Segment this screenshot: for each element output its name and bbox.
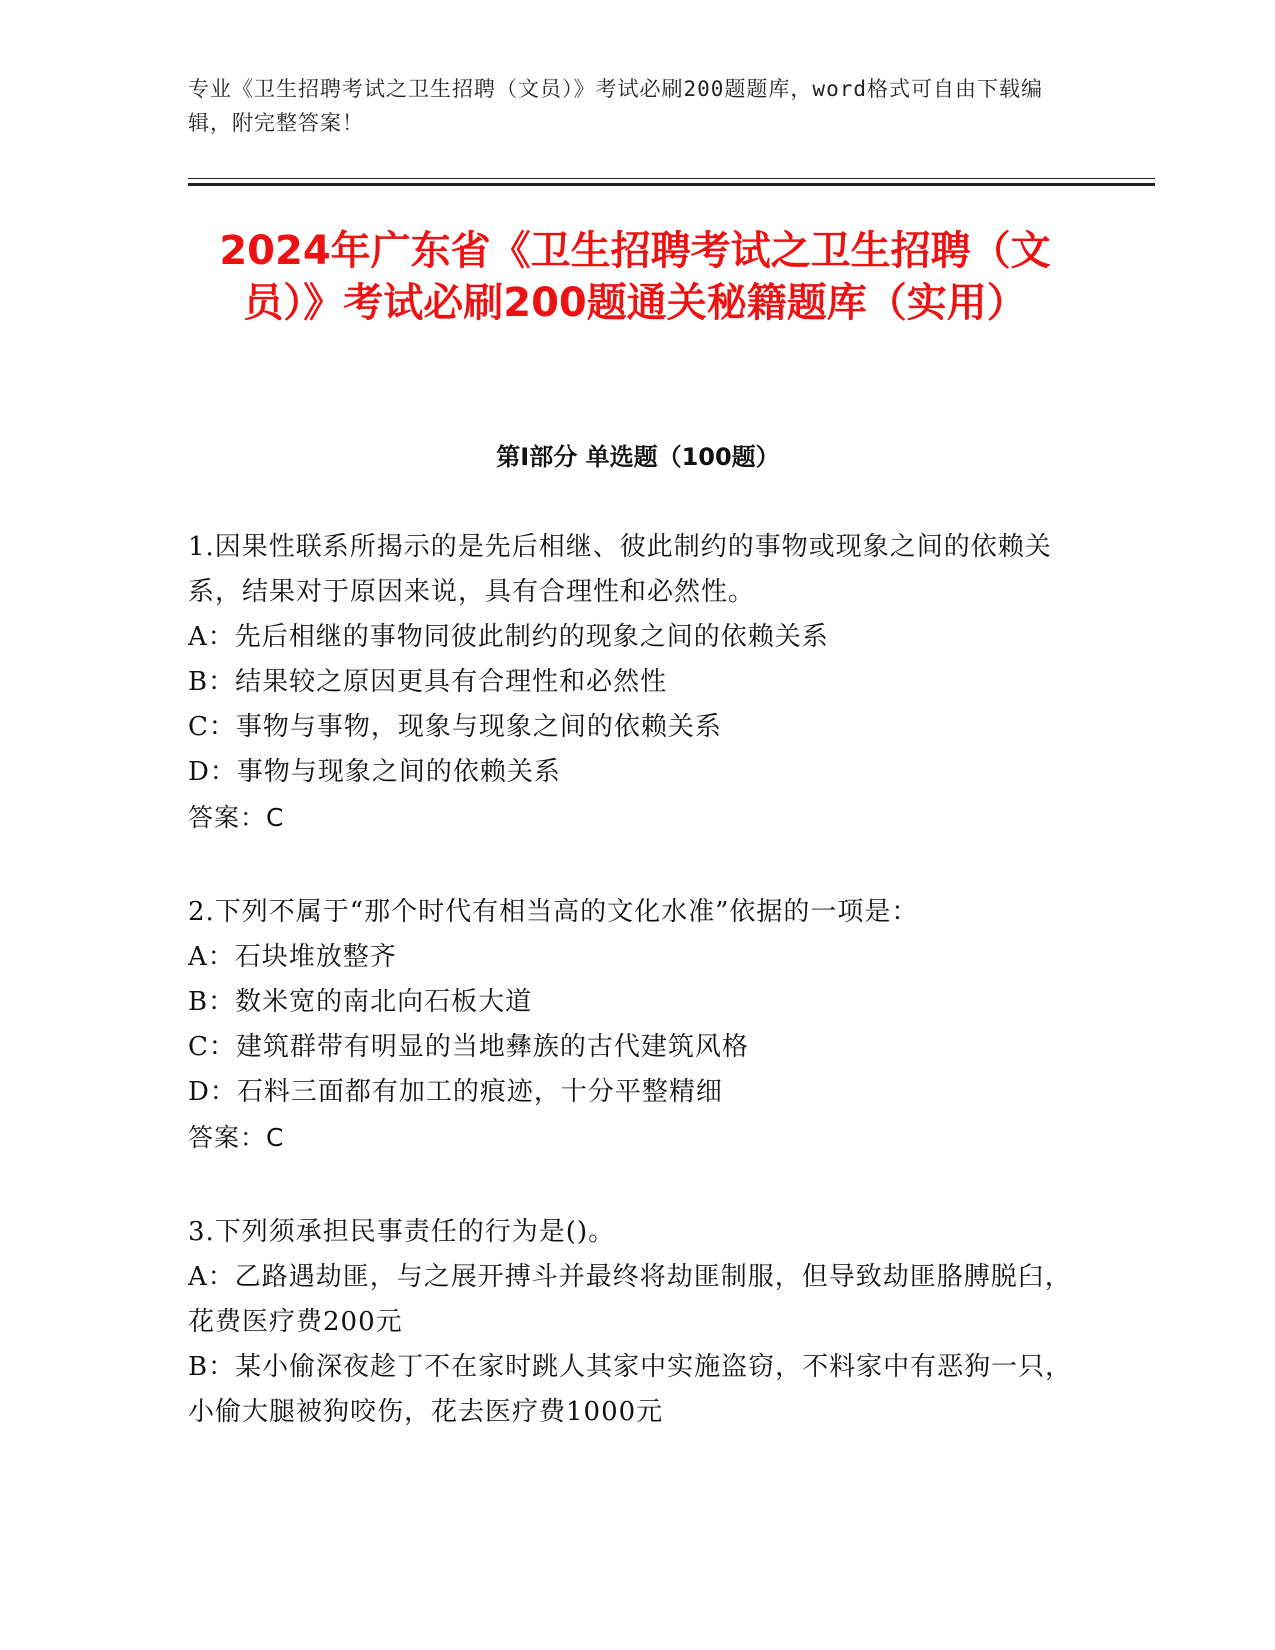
- option-a: A：先后相继的事物同彼此制约的现象之间的依赖关系: [188, 622, 829, 652]
- question-3: [188, 1210, 1088, 1435]
- option-b: B：数米宽的南北向石板大道: [188, 987, 533, 1017]
- section-heading: 第Ⅰ部分 单选题（100题）: [496, 443, 780, 471]
- header-divider-thin: [188, 178, 1155, 179]
- option-c: C：建筑群带有明显的当地彝族的古代建筑风格: [188, 1032, 749, 1062]
- option-d: D：石料三面都有加工的痕迹，十分平整精细: [188, 1077, 723, 1107]
- option-b: B：结果较之原因更具有合理性和必然性: [188, 667, 668, 697]
- question-stem: 2.下列不属于“那个时代有相当高的文化水准”依据的一项是：: [188, 897, 919, 927]
- header-note: 专业《卫生招聘考试之卫生招聘（文员）》考试必刷200题题库，word格式可自由下载编辑，附完整答案！: [188, 77, 1043, 135]
- option-a: A：乙路遇劫匪，与之展开搏斗并最终将劫匪制服，但导致劫匪胳膊脱臼，花费医疗费200元: [188, 1262, 1072, 1337]
- option-c: C：事物与事物，现象与现象之间的依赖关系: [188, 712, 722, 742]
- answer: 答案：C: [188, 803, 285, 832]
- option-b: B：某小偷深夜趁丁不在家时跳人其家中实施盗窃，不料家中有恶狗一只，小偷大腿被狗咬伤，花去医疗费1000元: [188, 1352, 1073, 1427]
- option-d: D：事物与现象之间的依赖关系: [188, 757, 561, 787]
- header-divider-thick: [188, 183, 1155, 186]
- question-2: [188, 890, 1088, 1160]
- question-1: [188, 525, 1088, 840]
- answer: 答案：C: [188, 1123, 285, 1152]
- question-stem: 3.下列须承担民事责任的行为是()。: [188, 1217, 616, 1247]
- option-a: A：石块堆放整齐: [188, 942, 397, 972]
- document-title: 2024年广东省《卫生招聘考试之卫生招聘（文员）》考试必刷200题通关秘籍题库（实用）: [219, 228, 1051, 326]
- question-stem: 1.因果性联系所揭示的是先后相继、彼此制约的事物或现象之间的依赖关系，结果对于原因来说，具有合理性和必然性。: [188, 532, 1052, 607]
